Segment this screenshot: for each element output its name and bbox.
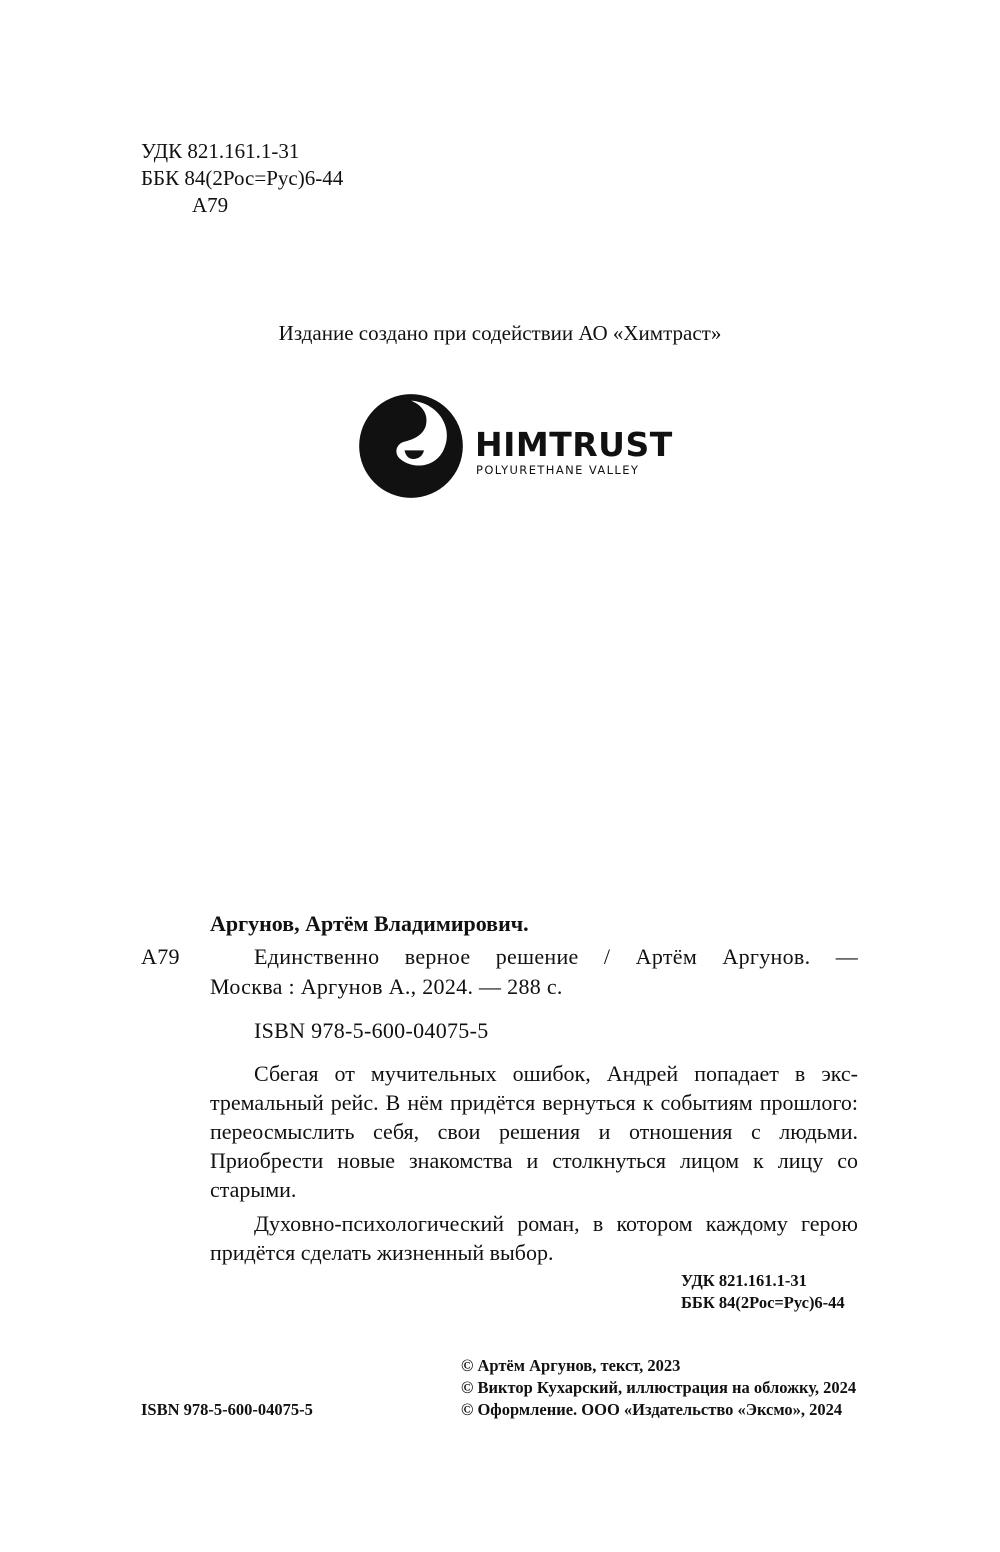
himtrust-logo-icon: [357, 392, 465, 500]
annotation-paragraph: Духовно-психологический роман, в котором каждому герою придётся сделать жизненный выбор.: [210, 1211, 858, 1265]
card-bbk: ББК 84(2Рос=Рус)6-44: [681, 1293, 845, 1312]
bibliographic-imprint: Москва : Аргунов А., 2024. — 288 с.: [210, 974, 563, 999]
bibliographic-title: Единственно верное решение / Артём Аргунов. —: [254, 944, 858, 969]
logo-tagline: POLYURETHANE VALLEY: [476, 463, 640, 477]
copyright-text: © Артём Аргунов, текст, 2023: [461, 1356, 681, 1375]
copyright-illustration: © Виктор Кухарский, иллюстрация на обложку, 2024: [461, 1378, 857, 1397]
bbk-code: ББК 84(2Рос=Рус)6-44: [141, 166, 344, 190]
annotation: [210, 1059, 858, 1267]
logo-name: HIMTRUST: [475, 425, 673, 464]
card-udk: УДК 821.161.1-31: [681, 1271, 807, 1290]
annotation-paragraph: Сбегая от мучительных ошибок, Андрей попадает в экстремальный рейс. В нём придётся вернуться к событиям прошлого: переосмыслить себя, свои решения и отношения с людьми. Приобрести новые знакомства и столкнуться лицом к лицу со старыми.: [210, 1061, 858, 1202]
footer-isbn: ISBN 978-5-600-04075-5: [141, 1400, 313, 1419]
author-heading: Аргунов, Артём Владимирович.: [210, 911, 529, 936]
copyright-design: © Оформление. ООО «Издательство «Эксмо», 2024: [461, 1400, 843, 1419]
udk-code: УДК 821.161.1-31: [141, 139, 300, 163]
sponsor-notice: Издание создано при содействии АО «Химтраст»: [278, 321, 722, 345]
card-isbn: ISBN 978-5-600-04075-5: [254, 1018, 489, 1043]
author-mark: А79: [192, 193, 229, 217]
card-author-mark: А79: [141, 944, 180, 969]
